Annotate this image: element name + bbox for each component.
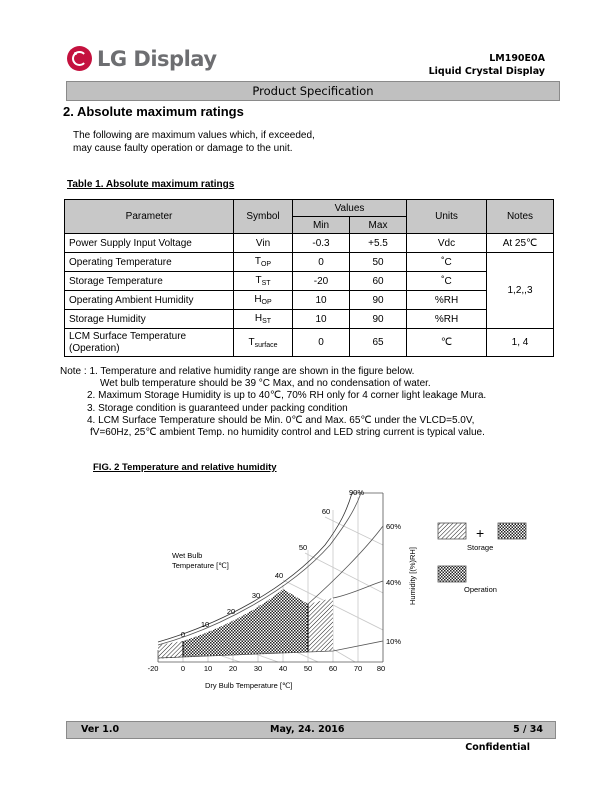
x-axis-label: Dry Bulb Temperature [℃]: [205, 681, 293, 690]
legend-plus: +: [476, 525, 485, 541]
x-tick-labels: [148, 664, 386, 673]
cell-parameter: Storage Temperature: [65, 272, 234, 291]
svg-text:90%: 90%: [349, 488, 365, 497]
wet-bulb-label: Wet Bulb: [172, 551, 203, 560]
cell-units: ˚C: [407, 272, 487, 291]
confidential-label: Confidential: [465, 742, 530, 753]
legend-storage-label: Storage: [467, 543, 494, 552]
svg-text:0: 0: [180, 630, 186, 639]
y-axis-label: Humidity [(%)RH]: [408, 547, 417, 605]
note-2: 2. Maximum Storage Humidity is up to 40℃, 70% RH only for 4 corner light leakage Mura.: [87, 390, 487, 402]
svg-text:10: 10: [203, 664, 213, 673]
svg-text:20: 20: [228, 664, 238, 673]
cell-units: %RH: [407, 310, 487, 329]
model-number: LM190E0A: [489, 53, 545, 64]
header-max: Max: [350, 217, 407, 234]
footer-version: Ver 1.0: [81, 724, 120, 735]
product-type: Liquid Crystal Display: [428, 66, 545, 77]
svg-text:60: 60: [321, 507, 331, 516]
legend-operation-swatch: [438, 566, 466, 582]
svg-text:40: 40: [278, 664, 288, 673]
cell-min: 0: [293, 329, 350, 357]
cell-symbol: $T_{OP}$: [234, 253, 293, 272]
section-bar: Product Specification: [66, 81, 560, 101]
note-4-detail: fV=60Hz, 25℃ ambient Temp. no humidity control and LED string current is typical value.: [90, 427, 485, 439]
intro-line-1: The following are maximum values which, if exceeded,: [73, 130, 315, 141]
cell-units: ℃: [407, 329, 487, 357]
header-symbol: Symbol: [234, 200, 293, 234]
cell-symbol: $H_{ST}$: [234, 310, 293, 329]
cell-max: 90: [350, 291, 407, 310]
cell-units: ˚C: [407, 253, 487, 272]
cell-notes: 1,2,,3: [487, 253, 554, 329]
cell-notes: At 25℃: [487, 234, 554, 253]
svg-text:-20: -20: [147, 664, 159, 673]
footer-bar: [66, 721, 556, 739]
svg-text:10: 10: [200, 620, 210, 629]
svg-text:20: 20: [226, 607, 236, 616]
cell-min: -20: [293, 272, 350, 291]
brand-name: LG Display: [97, 46, 217, 71]
svg-text:80: 80: [376, 664, 386, 673]
legend-storage-hatch-swatch: [438, 523, 466, 539]
cell-min: -0.3: [293, 234, 350, 253]
cell-parameter: Operating Ambient Humidity: [65, 291, 234, 310]
note-3: 3. Storage condition is guaranteed under packing condition: [87, 402, 348, 414]
cell-units: Vdc: [407, 234, 487, 253]
svg-text:50: 50: [303, 664, 313, 673]
svg-text:0: 0: [180, 664, 186, 673]
svg-text:50: 50: [298, 543, 308, 552]
header-min: Min: [293, 217, 350, 234]
rh-labels: [349, 488, 401, 646]
legend-storage-cross-swatch: [498, 523, 526, 539]
svg-text:30: 30: [253, 664, 263, 673]
table-title: Table 1. Absolute maximum ratings: [67, 179, 235, 190]
cell-max: 90: [350, 310, 407, 329]
svg-text:40%: 40%: [386, 578, 402, 587]
cell-max: 50: [350, 253, 407, 272]
cell-symbol: $H_{OP}$: [234, 291, 293, 310]
cell-symbol: Vin: [234, 234, 293, 253]
svg-text:10%: 10%: [386, 637, 402, 646]
cell-min: 0: [293, 253, 350, 272]
cell-parameter: Storage Humidity: [65, 310, 234, 329]
note-1-detail: Wet bulb temperature should be 39 °C Max, and no condensation of water.: [100, 378, 431, 390]
note-4: 4. LCM Surface Temperature should be Min. 0℃ and Max. 65℃ under the VLCD=5.0V,: [87, 414, 475, 426]
footer-page: 5 / 34: [513, 724, 543, 735]
header-parameter: Parameter: [65, 200, 234, 234]
legend-operation-label: Operation: [464, 585, 497, 594]
cell-parameter: Power Supply Input Voltage: [65, 234, 234, 253]
cell-max: 65: [350, 329, 407, 357]
cell-min: 10: [293, 291, 350, 310]
svg-text:60%: 60%: [386, 522, 402, 531]
cell-symbol: $T_{ST}$: [234, 272, 293, 291]
wet-bulb-label-unit: Temperature [℃]: [172, 561, 229, 570]
cell-parameter: Operating Temperature: [65, 253, 234, 272]
cell-parameter: LCM Surface Temperature (Operation): [65, 329, 234, 357]
svg-text:60: 60: [328, 664, 338, 673]
svg-text:40: 40: [274, 571, 284, 580]
header-notes: Notes: [487, 200, 554, 234]
note-1: Note : 1. Temperature and relative humidity range are shown in the figure below.: [60, 366, 415, 377]
figure-title: FIG. 2 Temperature and relative humidity: [93, 462, 277, 473]
cell-max: 60: [350, 272, 407, 291]
intro-line-2: may cause faulty operation or damage to the unit.: [73, 143, 293, 154]
header-units: Units: [407, 200, 487, 234]
svg-text:30: 30: [251, 591, 261, 600]
legend: [438, 523, 526, 594]
footer-date: May, 24. 2016: [270, 724, 345, 735]
cell-max: +5.5: [350, 234, 407, 253]
section-title: 2. Absolute maximum ratings: [63, 104, 244, 119]
cell-symbol: $T_{surface}$: [234, 329, 293, 357]
cell-min: 10: [293, 310, 350, 329]
header-values: Values: [293, 200, 407, 217]
cell-notes: 1, 4: [487, 329, 554, 357]
cell-units: %RH: [407, 291, 487, 310]
svg-text:70: 70: [353, 664, 363, 673]
